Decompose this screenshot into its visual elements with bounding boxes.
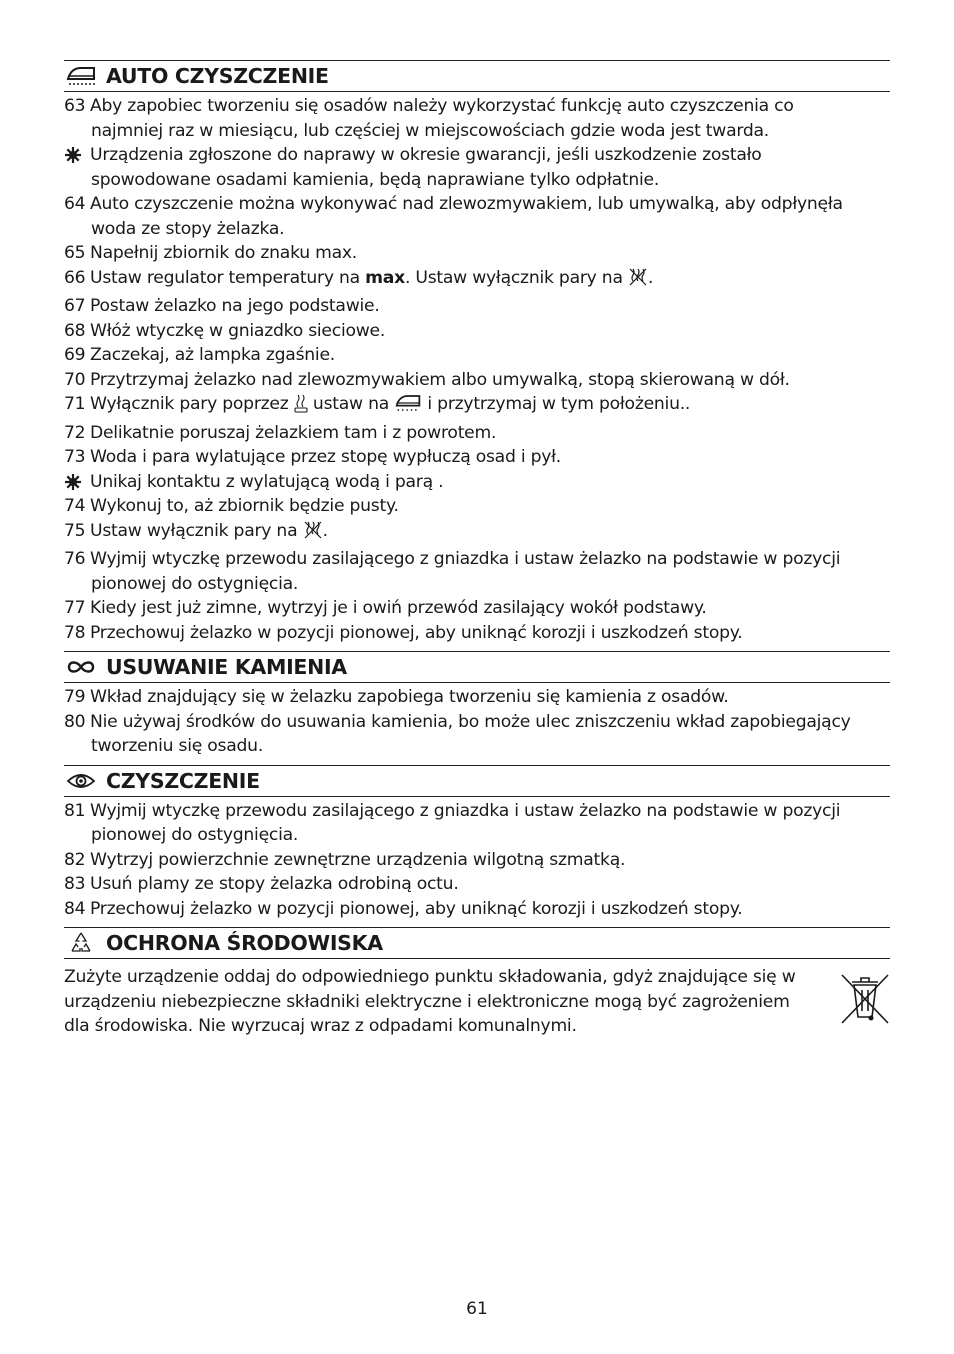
list-item: 68 Włóż wtyczkę w gniazdko sieciowe. [64,320,386,341]
warning-star-icon [64,143,90,192]
steam-selector-icon [294,393,308,421]
list-item: 65 Napełnij zbiornik do znaku max. [64,243,358,263]
list-item: 70 Przytrzymaj żelazko nad zlewozmywakiem albo umywalką, stopą skierowaną w dół. [64,369,790,390]
list-item: 76 Wyjmij wtyczkę przewodu zasilającego z gniazdka i ustaw żelazko na podstawie w pozycji pionowej do ostygnięcia. [64,549,841,594]
section-header-cleaning [64,765,890,797]
list-item: 67 Postaw żelazko na jego podstawie. [64,296,380,316]
warning-item: Urządzenia zgłoszone do naprawy w okresie gwarancji, jeśli uszkodzenie zostało spowodowane osadami kamienia, będą naprawiane tylko odpłatnie. [64,143,890,192]
auto-clean-list [64,94,890,645]
infinity-icon [64,655,98,679]
page-number: 61 [466,1299,488,1319]
section-title: AUTO CZYSZCZENIE [106,64,329,88]
list-item: 69 Zaczekaj, aż lampka zgaśnie. [64,345,335,365]
warning-item: Unikaj kontaktu z wylatującą wodą i parą . [64,470,890,495]
list-item: 74 Wykonuj to, aż zbiornik będzie pusty. [64,496,399,516]
descaling-list [64,685,890,759]
list-item: 83 Usuń plamy ze stopy żelazka odrobiną octu. [64,874,459,894]
section-header-environment [64,927,890,959]
list-item: 71 Wyłącznik pary poprzez ustaw na i przytrzymaj w tym położeniu.. [64,392,890,421]
list-item: 66 Ustaw regulator temperatury na max. Ustaw wyłącznik pary na . [64,266,890,295]
eye-icon [64,769,98,793]
recycle-icon [64,931,98,955]
list-item: 72 Delikatnie poruszaj żelazkiem tam i z powrotem. [64,422,497,443]
steam-off-icon [303,520,323,548]
section-header-descaling [64,651,890,683]
list-item: 79 Wkład znajdujący się w żelazku zapobiega tworzeniu się kamienia z osadów. [64,687,729,707]
list-item: 63 Aby zapobiec tworzeniu się osadów należy wykorzystać funkcję auto czyszczenia co najmniej raz w miesiącu, lub częściej w miejscowościach gdzie woda jest twarda. [64,96,794,141]
section-title: CZYSZCZENIE [106,768,260,793]
list-item: 78 Przechowuj żelazko w pozycji pionowej, aby uniknąć korozji i uszkodzeń stopy. [64,622,743,643]
list-item: 84 Przechowuj żelazko w pozycji pionowej, aby uniknąć korozji i uszkodzeń stopy. [64,898,743,919]
section-title: USUWANIE KAMIENIA [106,655,347,679]
steam-off-icon [628,267,648,295]
manual-page [64,60,890,1039]
cleaning-list [64,799,890,922]
list-item: 73 Woda i para wylatujące przez stopę wypłuczą osad i pył. [64,447,562,467]
list-item: 75 Ustaw wyłącznik pary na . [64,519,890,548]
list-item: 64 Auto czyszczenie można wykonywać nad zlewozmywakiem, lub umywalką, aby odpłynęła woda ze stopy żelazka. [64,194,843,239]
crossed-bin-icon [830,965,890,1039]
section-title: OCHRONA ŚRODOWISKA [106,931,383,955]
list-item: 81 Wyjmij wtyczkę przewodu zasilającego z gniazdka i ustaw żelazko na podstawie w pozycji pionowej do ostygnięcia. [64,800,841,845]
auto-clean-iron-icon [64,64,98,88]
list-item: 82 Wytrzyj powierzchnie zewnętrzne urządzenia wilgotną szmatką. [64,849,626,870]
section-header-auto-clean [64,60,890,92]
auto-clean-setting-icon [394,393,422,421]
warning-star-icon [64,470,90,495]
environment-notice: Zużyte urządzenie oddaj do odpowiedniego punktu składowania, gdyż znajdujące się w urządzeniu niebezpieczne składniki elektryczne i elektroniczne mogą być zagrożeniem dla środowiska. Nie wyrzucaj wraz z odpadami komunalnymi. [64,965,890,1039]
list-item: 80 Nie używaj środków do usuwania kamienia, bo może ulec zniszczeniu wkład zapobiegający tworzeniu się osadu. [64,711,851,756]
list-item: 77 Kiedy jest już zimne, wytrzyj je i owiń przewód zasilający wokół podstawy. [64,598,707,618]
